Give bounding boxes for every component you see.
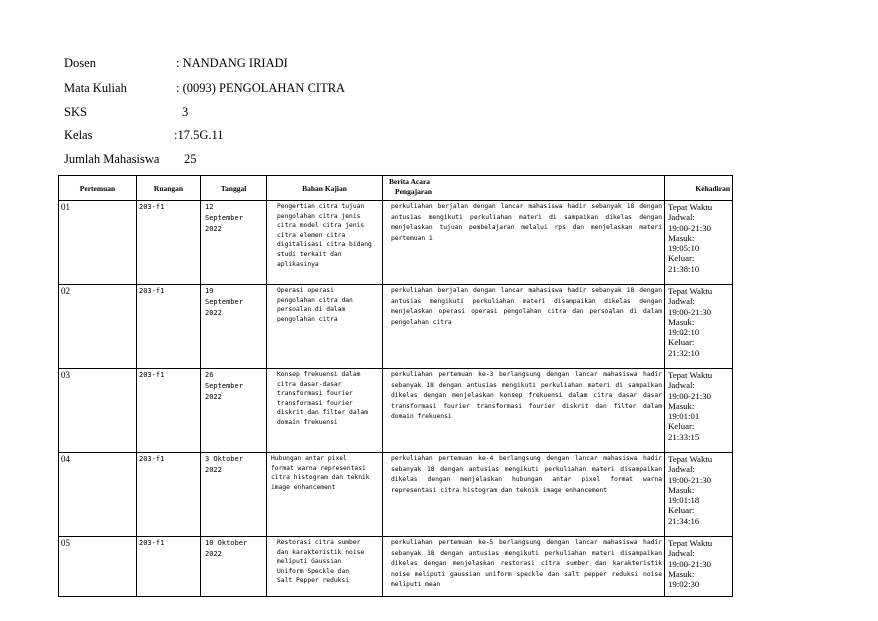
cell-bahan: Hubungan antar pixel format warna representasi citra histogram dan teknik image enhancement bbox=[267, 453, 383, 537]
cell-bahan: Operasi operasi pengolahan citra dan persoalan di dalam pengolahan citra bbox=[267, 285, 383, 369]
cell-ruangan: 203-f1 bbox=[137, 369, 201, 453]
cell-berita: perkuliahan berjalan dengan lancar mahasiswa hadir sebanyak 18 dengan antusias mengikuti perkuliahan materi disampaikan dikelas dengan menjelaskan operasi operasi pengolahan citra dan persoalan di dalam pengolahan citra bbox=[383, 285, 665, 369]
cell-kehadiran: Tepat Waktu Jadwal: 19:00-21:30 Masuk: 19:01:18 Keluar: 21:34:16 bbox=[665, 453, 733, 537]
table-header-row bbox=[59, 176, 733, 201]
cell-pertemuan: 02 bbox=[59, 285, 137, 369]
tanggal-year: 2022 bbox=[205, 393, 222, 401]
header-pertemuan: Pertemuan bbox=[59, 176, 137, 201]
header-ruangan: Ruangan bbox=[137, 176, 201, 201]
cell-tanggal bbox=[201, 537, 267, 597]
tanggal-day: 3 Oktober bbox=[205, 455, 243, 463]
dosen-value: : NANDANG IRIADI bbox=[176, 56, 288, 70]
cell-tanggal bbox=[201, 201, 267, 285]
dosen-label: Dosen bbox=[64, 56, 96, 70]
tanggal-year: 2022 bbox=[205, 225, 222, 233]
tanggal-day: 12 bbox=[205, 203, 214, 211]
cell-ruangan: 203-f1 bbox=[137, 453, 201, 537]
sks-label: SKS bbox=[64, 105, 87, 119]
tanggal-month: September bbox=[205, 298, 243, 306]
tanggal-day: 19 bbox=[205, 287, 214, 295]
header-berita-line1: Berita Acara bbox=[389, 177, 431, 186]
table-row bbox=[59, 369, 733, 453]
cell-pertemuan: 05 bbox=[59, 537, 137, 597]
cell-kehadiran: Tepat Waktu Jadwal: 19:00-21:30 Masuk: 19:01:01 Keluar: 21:33:15 bbox=[665, 369, 733, 453]
table-row bbox=[59, 201, 733, 285]
cell-berita: perkuliahan pertemuan ke-4 berlangsung dengan lancar mahasiswa hadir sebanyak 18 dengan antusias mengikuti perkuliahan materi disampaikan dikelas dengan menjelaskan hubungan antar pixel format warna representasi citra histogram dan teknik image enhancement bbox=[383, 453, 665, 537]
sks-value: 3 bbox=[182, 105, 189, 119]
cell-tanggal bbox=[201, 369, 267, 453]
matkul-label: Mata Kuliah bbox=[64, 81, 127, 95]
table-row bbox=[59, 537, 733, 597]
jumlah-value: 25 bbox=[184, 152, 197, 166]
cell-berita: perkuliahan pertemuan ke-5 berlangsung dengan lancar mahasiswa hadir sebanyak 18 dengan antusias mengikuti perkuliahan materi disampaikan dikelas dengan menjelaskan restorasi citra sumber dan karakteristik noise meliputi gaussian uniform speckle dan salt pepper reduksi noise meliputi mean bbox=[383, 537, 665, 597]
tanggal-year: 2022 bbox=[205, 466, 222, 474]
tanggal-year: 2022 bbox=[205, 309, 222, 317]
matkul-value: : (0093) PENGOLAHAN CITRA bbox=[176, 81, 346, 95]
tanggal-day: 26 bbox=[205, 371, 214, 379]
tanggal-month: September bbox=[205, 382, 243, 390]
tanggal-month: September bbox=[205, 214, 243, 222]
table-row bbox=[59, 285, 733, 369]
header-tanggal: Tanggal bbox=[201, 176, 267, 201]
cell-pertemuan: 01 bbox=[59, 201, 137, 285]
cell-kehadiran: Tepat Waktu Jadwal: 19:00-21:30 Masuk: 19:02:30 bbox=[665, 537, 733, 597]
table-row bbox=[59, 453, 733, 537]
cell-bahan: Konsep frekuensi dalam citra dasar-dasar transformasi fourier transformasi fourier diskrit dan filter dalam domain frekuensi bbox=[267, 369, 383, 453]
header-bahan: Bahan Kajian bbox=[267, 176, 383, 201]
cell-ruangan: 203-f1 bbox=[137, 201, 201, 285]
attendance-table bbox=[58, 175, 733, 597]
kelas-label: Kelas bbox=[64, 128, 93, 142]
cell-kehadiran: Tepat Waktu Jadwal: 19:00-21:30 Masuk: 19:02:10 Keluar: 21:32:10 bbox=[665, 285, 733, 369]
header-kehadiran: Kehadiran bbox=[665, 176, 733, 201]
header-berita-line2: Pengajaran bbox=[395, 187, 433, 196]
jumlah-label: Jumlah Mahasiswa bbox=[64, 152, 160, 166]
cell-tanggal bbox=[201, 285, 267, 369]
cell-pertemuan: 03 bbox=[59, 369, 137, 453]
tanggal-day: 10 Oktober bbox=[205, 539, 248, 547]
kelas-value: :17.5G.11 bbox=[174, 128, 224, 142]
tanggal-year: 2022 bbox=[205, 550, 222, 558]
cell-bahan: Pengertian citra tujuan pengolahan citra jenis citra model citra jenis citra elemen citra digitalisasi citra bidang studi terkait dan aplikasinya bbox=[267, 201, 383, 285]
cell-tanggal bbox=[201, 453, 267, 537]
cell-berita: perkuliahan pertemuan ke-3 berlangsung dengan lancar mahasiswa hadir sebanyak 18 dengan antusias mengikuti perkuliahan materi di sampaikan dikelas dengan menjelaskan konsep frekuensi dalam citra dasar dasar transformasi fourier transformasi fourier diskrit dan filter dalam domain frekuensi bbox=[383, 369, 665, 453]
cell-bahan: Restorasi citra sumber dan karakteristik noise meliputi Gaussian Uniform Speckle dan Salt Pepper reduksi bbox=[267, 537, 383, 597]
cell-ruangan: 203-f1 bbox=[137, 285, 201, 369]
cell-pertemuan: 04 bbox=[59, 453, 137, 537]
cell-berita: perkuliahan berjalan dengan lancar mahasiswa hadir sebanyak 18 dengan antusias mengikuti perkuliahan materi di sampaikan dikelas dengan menjelaskan tujuan pembelajaran melalui rps dan menjelaskan materi pertemuan 1 bbox=[383, 201, 665, 285]
header-berita bbox=[383, 176, 665, 201]
cell-ruangan: 203-f1 bbox=[137, 537, 201, 597]
cell-kehadiran: Tepat Waktu Jadwal: 19:00-21:30 Masuk: 19:05:10 Keluar: 21:38:10 bbox=[665, 201, 733, 285]
